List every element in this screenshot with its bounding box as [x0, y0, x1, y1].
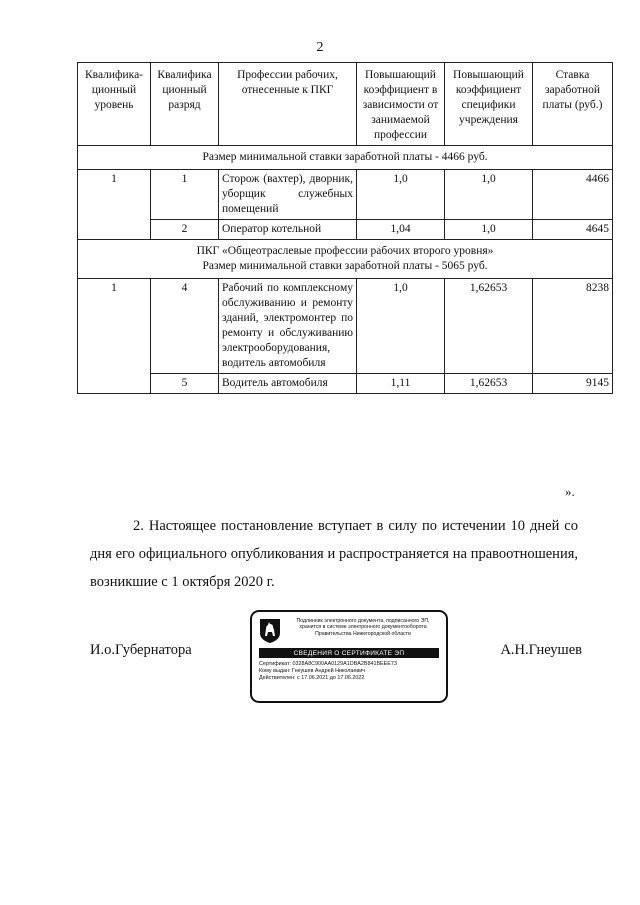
- cell-profession: Рабочий по комплексному обслуживанию и ремонту зданий, электромонтер по ремонту и обслуживанию электрооборудования, водитель автомобиля: [219, 279, 357, 374]
- table-header-row: [78, 63, 613, 146]
- section2-title-line2: Размер минимальной ставки заработной платы - 5065 руб.: [202, 260, 488, 272]
- header-qualification-grade: Квалифика ционный разряд: [151, 63, 219, 146]
- cell-rate: 8238: [533, 279, 613, 374]
- cell-level: 1: [78, 279, 151, 394]
- salary-table: [77, 62, 613, 394]
- table-row: [78, 279, 613, 374]
- body-paragraph: [90, 512, 578, 596]
- table-row: [78, 374, 613, 394]
- cell-grade: 4: [151, 279, 219, 374]
- stamp-certificate: Сертификат: 0328A8C900AA0129A1DBA2B841BEEE73: [259, 661, 397, 667]
- stamp-validity: Действителен: с 17.06.2021 до 17.06.2022: [259, 675, 365, 681]
- signatory-position: И.о.Губернатора: [90, 642, 192, 658]
- cell-profession: Оператор котельной: [219, 220, 357, 240]
- stamp-owner: Кому выдан: Гнеушев Андрей Николаевич: [259, 668, 366, 674]
- cell-grade: 5: [151, 374, 219, 394]
- cell-rate: 4466: [533, 170, 613, 220]
- cell-level: 1: [78, 170, 151, 240]
- cell-coef-profession: 1,11: [357, 374, 445, 394]
- section2-title-line1: ПКГ «Общеотраслевые профессии рабочих второго уровня»: [196, 245, 494, 257]
- header-institution-coefficient: Повышающий коэффициент специфики учреждения: [445, 63, 533, 146]
- cell-coef-profession: 1,04: [357, 220, 445, 240]
- signatory-name: А.Н.Гнеушев: [500, 642, 582, 658]
- table-row: [78, 170, 613, 220]
- cell-rate: 4645: [533, 220, 613, 240]
- cell-profession: Водитель автомобиля: [219, 374, 357, 394]
- cell-rate: 9145: [533, 374, 613, 394]
- page-number: 2: [316, 40, 324, 55]
- section2-title: [78, 240, 613, 279]
- table-row: [78, 220, 613, 240]
- coat-of-arms-icon: [259, 618, 281, 644]
- cell-coef-profession: 1,0: [357, 279, 445, 374]
- section1-title: Размер минимальной ставки заработной платы - 4466 руб.: [78, 146, 613, 170]
- paragraph-text: 2. Настоящее постановление вступает в силу по истечении 10 дней со дня его официального опубликования и распространяется на правоотношения, возникшие с 1 октября 2020 г.: [90, 518, 578, 590]
- cell-coef-profession: 1,0: [357, 170, 445, 220]
- electronic-signature-stamp: [250, 610, 448, 703]
- stamp-band: СВЕДЕНИЯ О СЕРТИФИКАТЕ ЭП: [259, 648, 439, 658]
- section-heading-row: [78, 240, 613, 279]
- closing-quote-mark: ».: [565, 484, 575, 499]
- cell-profession: Сторож (вахтер), дворник, уборщик служебных помещений: [219, 170, 357, 220]
- section-heading-row: [78, 146, 613, 170]
- cell-grade: 1: [151, 170, 219, 220]
- cell-grade: 2: [151, 220, 219, 240]
- header-qualification-level: Квалифика-ционный уровень: [78, 63, 151, 146]
- cell-coef-institution: 1,62653: [445, 374, 533, 394]
- cell-coef-institution: 1,0: [445, 170, 533, 220]
- header-professions: Профессии рабочих, отнесенные к ПКГ: [219, 63, 357, 146]
- header-profession-coefficient: Повышающий коэффициент в зависимости от занимаемой профессии: [357, 63, 445, 146]
- cell-coef-institution: 1,0: [445, 220, 533, 240]
- stamp-note: Подлинник электронного документа, подписанного ЭП, хранится в системе электронного документооборота Правительства Нижегородской области: [296, 618, 430, 637]
- cell-coef-institution: 1,62653: [445, 279, 533, 374]
- header-salary-rate: Ставка заработной платы (руб.): [533, 63, 613, 146]
